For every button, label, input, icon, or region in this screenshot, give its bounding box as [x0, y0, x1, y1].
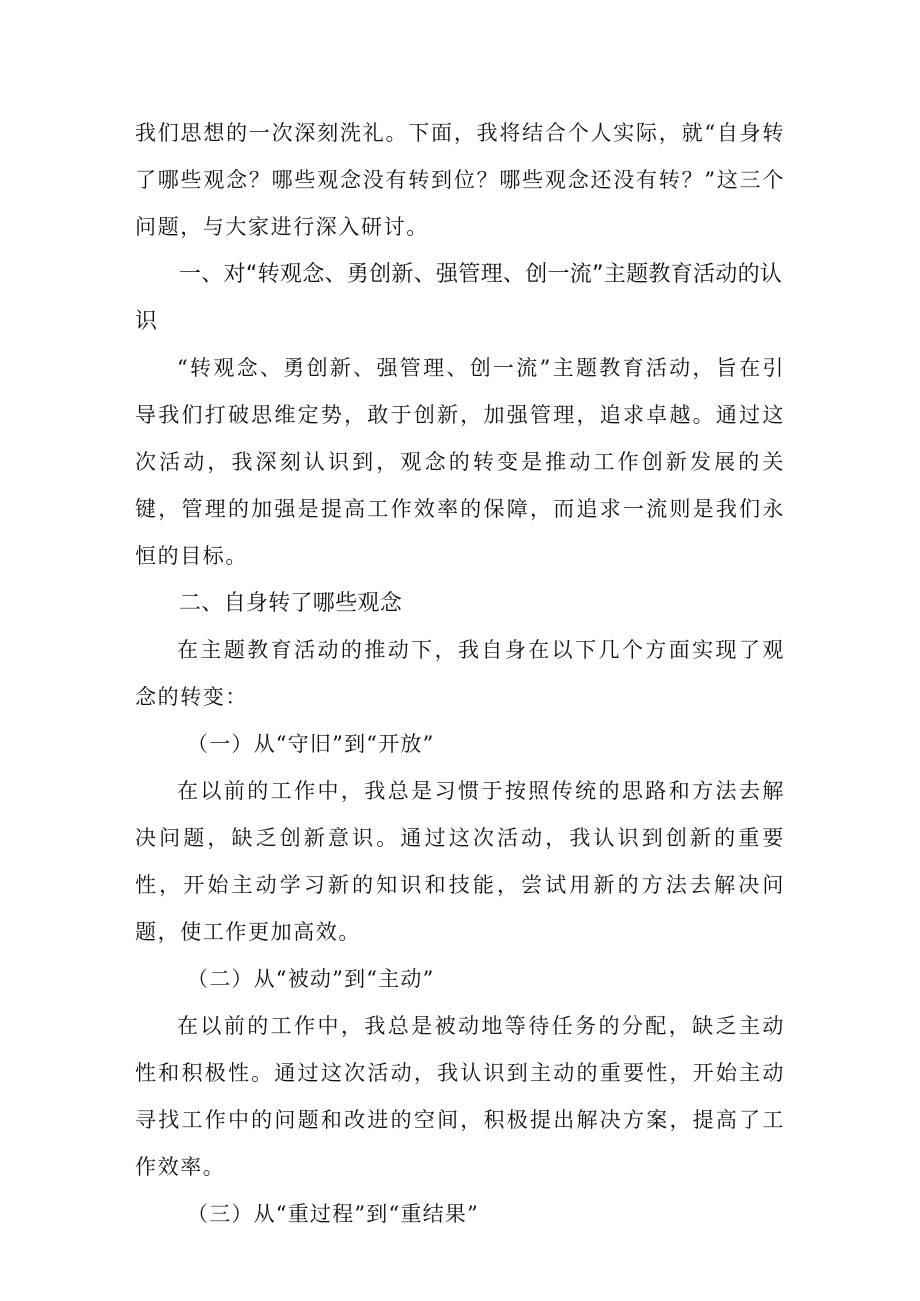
document-body — [135, 110, 785, 1238]
section-heading-1: 一、对“转观念、勇创新、强管理、创一流”主题教育活动的认识 — [135, 262, 783, 334]
subheading-3: （三）从“重过程”到“重结果” — [187, 1202, 479, 1226]
paragraph-intro-continuation: 我们思想的一次深刻洗礼。下面，我将结合个人实际，就“自身转了哪些观念？哪些观念没有转到位？哪些观念还没有转？”这三个问题，与大家进行深入研讨。 — [135, 121, 785, 239]
paragraph-activity-understanding: “转观念、勇创新、强管理、创一流”主题教育活动，旨在引导我们打破思维定势，敢于创新，加强管理，追求卓越。通过这次活动，我深刻认识到，观念的转变是推动工作创新发展的关键，管理的加强是提高工作效率的保障，而追求一流则是我们永恒的目标。 — [135, 356, 785, 568]
paragraph-proactive-mindset: 在以前的工作中，我总是被动地等待任务的分配，缺乏主动性和积极性。通过这次活动，我认识到主动的重要性，开始主动寻找工作中的问题和改进的空间，积极提出解决方案，提高了工作效率。 — [135, 1014, 785, 1179]
paragraph-open-mindset: 在以前的工作中，我总是习惯于按照传统的思路和方法去解决问题，缺乏创新意识。通过这次活动，我认识到创新的重要性，开始主动学习新的知识和技能，尝试用新的方法去解决问题，使工作更加高效。 — [135, 779, 785, 944]
paragraph-changes-intro: 在主题教育活动的推动下，我自身在以下几个方面实现了观念的转变： — [135, 638, 785, 709]
subheading-1: （一）从“守旧”到“开放” — [187, 732, 435, 756]
section-heading-2: 二、自身转了哪些观念 — [179, 591, 403, 616]
subheading-2: （二）从“被动”到“主动” — [187, 967, 435, 991]
